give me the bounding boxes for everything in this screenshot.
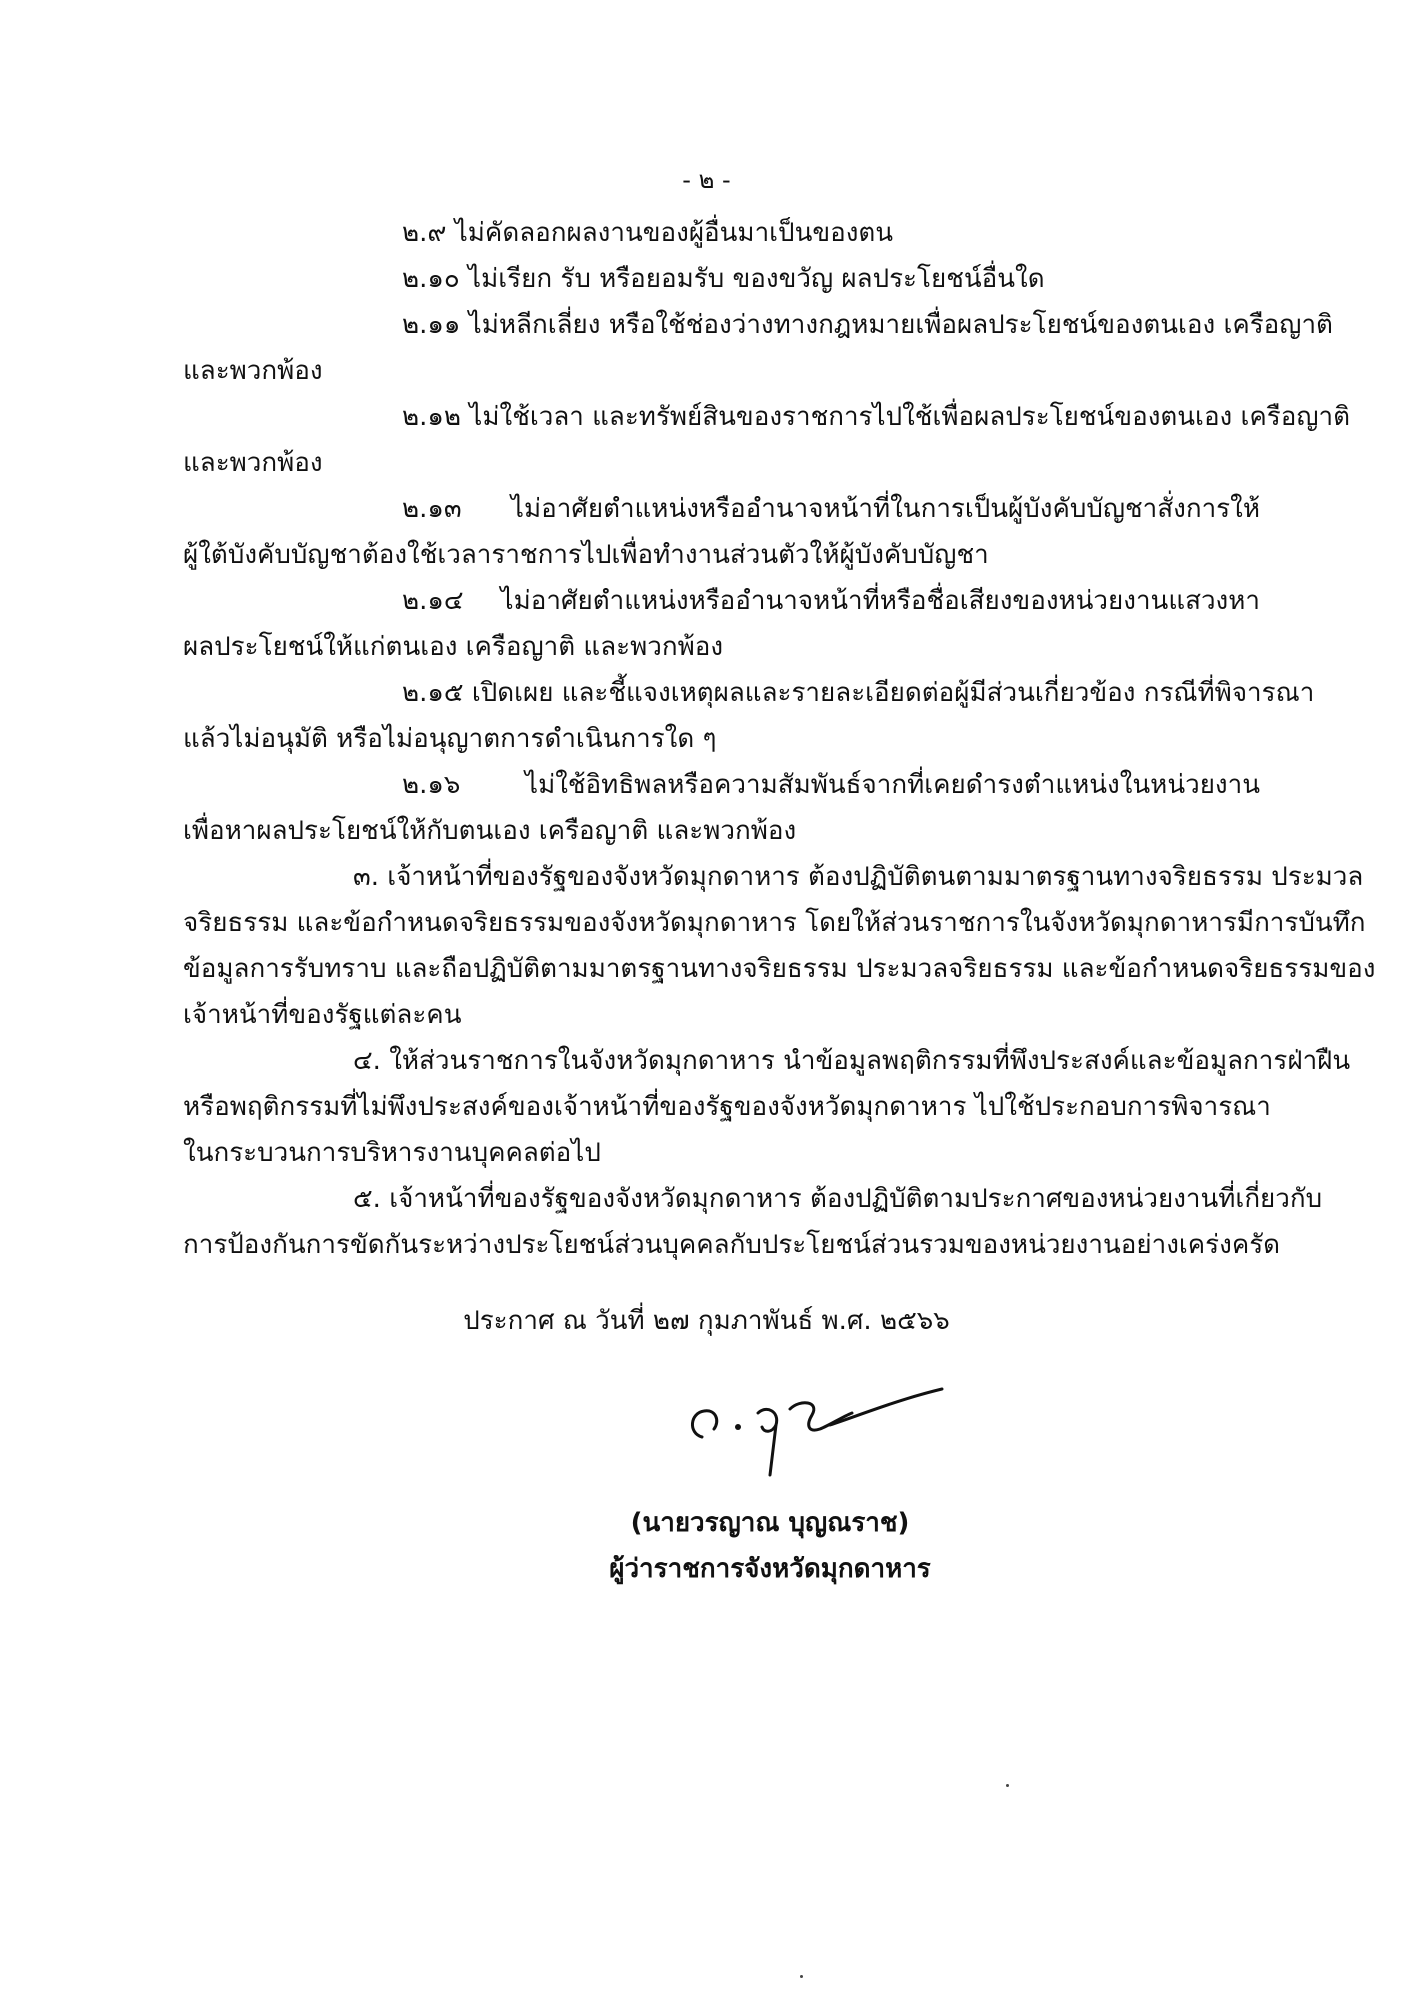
clause-2-11-line-1: ๒.๑๑ ไม่หลีกเลี่ยง หรือใช้ช่องว่างทางกฎหมายเพื่อผลประโยชน์ของตนเอง เครือญาติ <box>402 310 1333 340</box>
clause-2-14-line-1: ๒.๑๔ ไม่อาศัยตำแหน่งหรืออำนาจหน้าที่หรือชื่อเสียงของหน่วยงานแสวงหา <box>402 586 1260 616</box>
body-text <box>183 210 1376 1268</box>
signer-name: (นายวรญาณ บุญณราช) <box>630 1508 910 1538</box>
clause-5-line-2: การป้องกันการขัดกันระหว่างประโยชน์ส่วนบุคคลกับประโยชน์ส่วนรวมของหน่วยงานอย่างเคร่งครัด <box>183 1230 1281 1260</box>
signer-block <box>560 1500 980 1592</box>
clause-2-16-line-1: ๒.๑๖ ไม่ใช้อิทธิพลหรือความสัมพันธ์จากที่เคยดำรงตำแหน่งในหน่วยงาน <box>402 770 1260 800</box>
clause-3-line-4: เจ้าหน้าที่ของรัฐแต่ละคน <box>183 1000 462 1030</box>
clause-3-line-1: ๓. เจ้าหน้าที่ของรัฐของจังหวัดมุกดาหาร ต้องปฏิบัติตนตามมาตรฐานทางจริยธรรม ประมวล <box>353 862 1364 892</box>
clause-2-13-line-2: ผู้ใต้บังคับบัญชาต้องใช้เวลาราชการไปเพื่อทำงานส่วนตัวให้ผู้บังคับบัญชา <box>183 540 989 570</box>
handwritten-signature <box>680 1375 950 1485</box>
clause-2-14-line-2: ผลประโยชน์ให้แก่ตนเอง เครือญาติ และพวกพ้อง <box>183 632 724 662</box>
signer-position: ผู้ว่าราชการจังหวัดมุกดาหาร <box>609 1554 931 1584</box>
page-number: - ๒ - <box>682 166 731 194</box>
clause-2-12-line-2: และพวกพ้อง <box>183 448 323 478</box>
scan-speck <box>800 1975 803 1978</box>
clause-4-line-3: ในกระบวนการบริหารงานบุคคลต่อไป <box>183 1138 601 1168</box>
clause-2-9-line-1: ๒.๙ ไม่คัดลอกผลงานของผู้อื่นมาเป็นของตน <box>402 218 894 248</box>
clause-5-line-1: ๕. เจ้าหน้าที่ของรัฐของจังหวัดมุกดาหาร ต้องปฏิบัติตามประกาศของหน่วยงานที่เกี่ยวกับ <box>353 1184 1323 1214</box>
clause-3-line-2: จริยธรรม และข้อกำหนดจริยธรรมของจังหวัดมุกดาหาร โดยให้ส่วนราชการในจังหวัดมุกดาหารมีการบันทึก <box>183 908 1366 938</box>
clause-2-15-line-2: แล้วไม่อนุมัติ หรือไม่อนุญาตการดำเนินการใด ๆ <box>183 724 717 754</box>
clause-4-line-1: ๔. ให้ส่วนราชการในจังหวัดมุกดาหาร นำข้อมูลพฤติกรรมที่พึงประสงค์และข้อมูลการฝ่าฝืน <box>353 1046 1351 1076</box>
clause-4-line-2: หรือพฤติกรรมที่ไม่พึงประสงค์ของเจ้าหน้าที่ของรัฐของจังหวัดมุกดาหาร ไปใช้ประกอบการพิจารณา <box>183 1092 1271 1122</box>
clause-2-16-line-2: เพื่อหาผลประโยชน์ให้กับตนเอง เครือญาติ และพวกพ้อง <box>183 816 797 846</box>
clause-2-12-line-1: ๒.๑๒ ไม่ใช้เวลา และทรัพย์สินของราชการไปใช้เพื่อผลประโยชน์ของตนเอง เครือญาติ <box>402 402 1351 432</box>
scan-speck <box>1006 1784 1009 1787</box>
clause-2-15-line-1: ๒.๑๕ เปิดเผย และชี้แจงเหตุผลและรายละเอียดต่อผู้มีส่วนเกี่ยวข้อง กรณีที่พิจารณา <box>402 678 1315 708</box>
clause-3-line-3: ข้อมูลการรับทราบ และถือปฏิบัติตามมาตรฐานทางจริยธรรม ประมวลจริยธรรม และข้อกำหนดจริยธรรมของ <box>183 954 1376 984</box>
clause-2-13-line-1: ๒.๑๓ ไม่อาศัยตำแหน่งหรืออำนาจหน้าที่ในการเป็นผู้บังคับบัญชาสั่งการให้ <box>402 494 1260 524</box>
clause-2-11-line-2: และพวกพ้อง <box>183 356 323 386</box>
announcement-date: ประกาศ ณ วันที่ ๒๗ กุมภาพันธ์ พ.ศ. ๒๕๖๖ <box>463 1306 950 1336</box>
clause-2-10-line-1: ๒.๑๐ ไม่เรียก รับ หรือยอมรับ ของขวัญ ผลประโยชน์อื่นใด <box>402 264 1045 294</box>
